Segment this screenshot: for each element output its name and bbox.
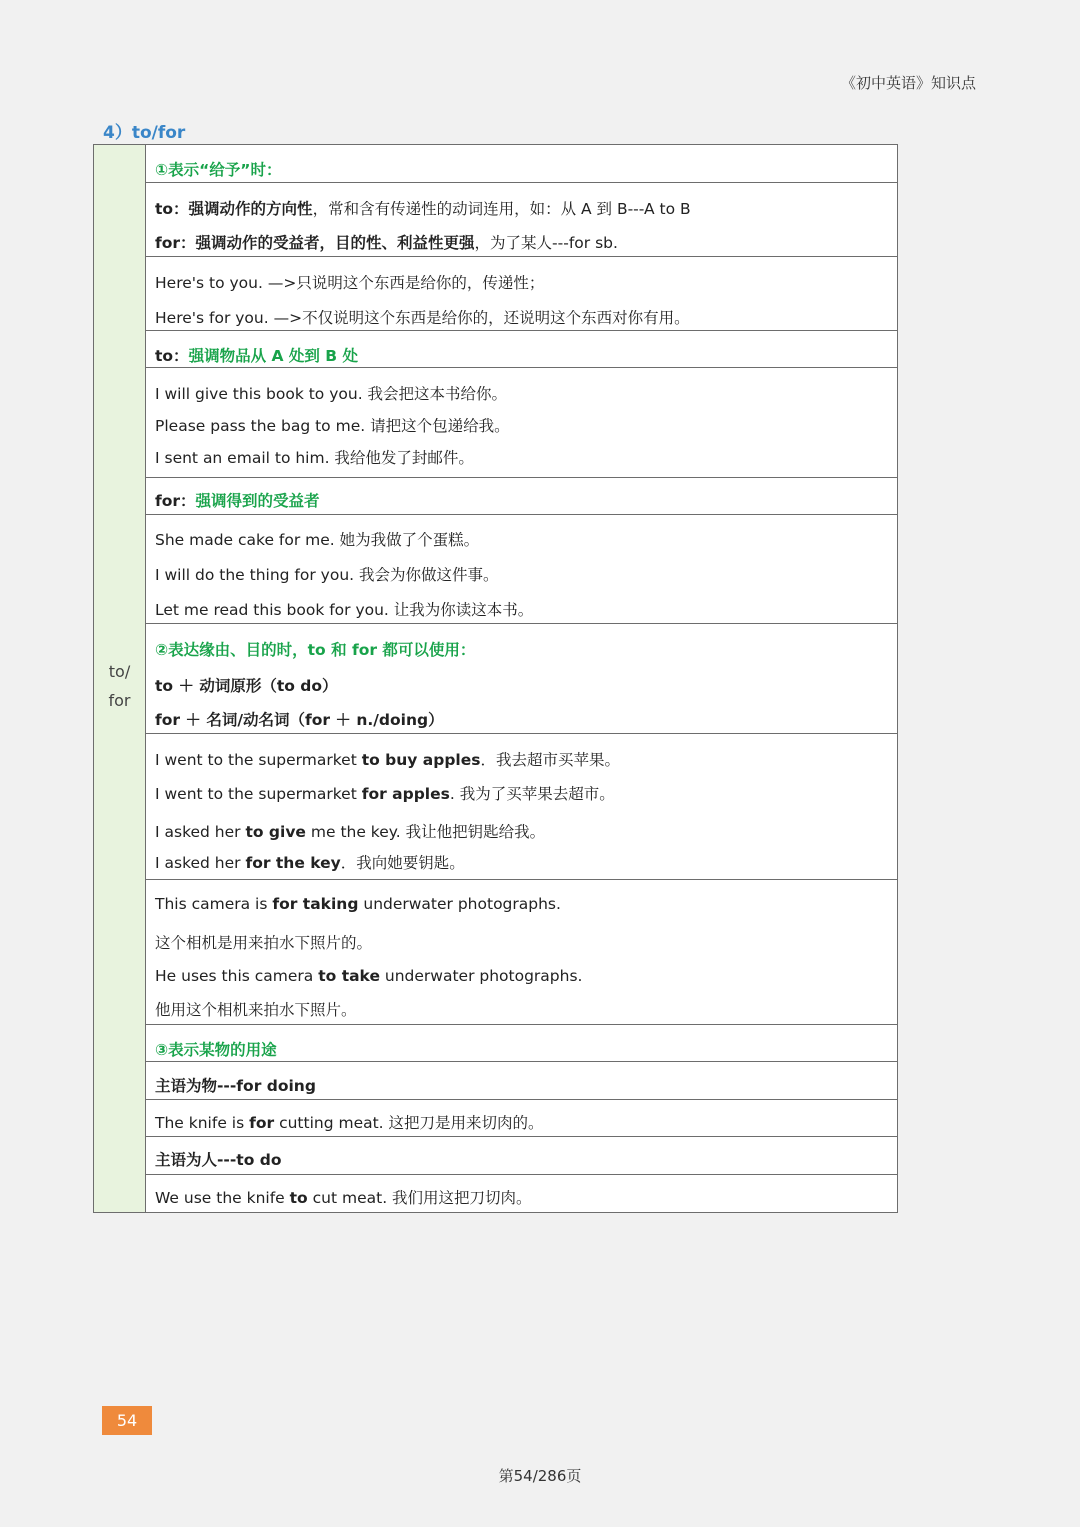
left-topic-label-line1: to/	[108, 662, 131, 681]
table-row-thing-subject-rule	[146, 1062, 897, 1100]
example-emphasis: for the key	[245, 854, 341, 872]
to-definition-rest: ，常和含有传递性的动词连用，如：从 A 到 B---A to B	[312, 200, 691, 218]
example-emphasis: for apples	[361, 785, 450, 803]
for-subheading	[155, 489, 320, 511]
example-emphasis: to take	[318, 967, 380, 985]
table-row-to-examples	[146, 368, 897, 478]
to-definition-bold: to：强调动作的方向性	[155, 200, 313, 218]
example-line	[155, 851, 465, 873]
example-text: underwater photographs.	[379, 967, 583, 985]
example-line	[155, 1186, 532, 1208]
example-text: This camera is	[155, 895, 273, 913]
table-row-to-subheading	[146, 331, 897, 368]
to-subheading	[155, 344, 358, 366]
left-topic-label	[94, 657, 145, 715]
example-line	[155, 782, 615, 804]
table-row-person-subject-rule	[146, 1137, 897, 1175]
table-row-purpose-heading	[146, 624, 897, 734]
table-row-purpose-examples	[146, 734, 897, 880]
example-line	[155, 895, 561, 913]
example-emphasis: to give	[245, 823, 306, 841]
example-emphasis: to	[289, 1189, 308, 1207]
for-definition-line	[155, 231, 618, 253]
example-emphasis: for	[249, 1114, 275, 1132]
example-text: We use the knife	[155, 1189, 290, 1207]
example-text: I asked her	[155, 823, 246, 841]
table-row-for-subheading	[146, 478, 897, 515]
usage-heading: ③表示某物的用途	[155, 1041, 277, 1059]
example-translation: 他用这个相机来拍水下照片。	[155, 1001, 357, 1019]
example-text: cutting meat. 这把刀是用来切肉的。	[274, 1114, 544, 1132]
purpose-heading: ②表达缘由、目的时，to 和 for 都可以使用：	[155, 641, 476, 659]
example-text: The knife is	[155, 1114, 250, 1132]
table-rows	[146, 145, 897, 1212]
example-line: Let me read this book for you. 让我为你读这本书。	[155, 601, 534, 619]
table-row-to-for-definition	[146, 183, 897, 257]
document-header-title: 《初中英语》知识点	[840, 74, 976, 92]
example-line	[155, 820, 545, 842]
example-line	[155, 1111, 544, 1133]
example-line: I will do the thing for you. 我会为你做这件事。	[155, 566, 499, 584]
example-text: I went to the supermarket	[155, 785, 362, 803]
to-definition-line	[155, 197, 691, 219]
table-row-for-examples	[146, 515, 897, 624]
giving-heading: ①表示“给予”时：	[155, 161, 282, 179]
example-line: Here's to you. —>只说明这个东西是给你的，传递性；	[155, 274, 545, 292]
example-line: Please pass the bag to me. 请把这个包递给我。	[155, 417, 510, 435]
page-indicator: 第54/286页	[498, 1467, 582, 1485]
example-text: me the key. 我让他把钥匙给我。	[305, 823, 546, 841]
example-emphasis: to buy apples	[361, 751, 481, 769]
example-line: She made cake for me. 她为我做了个蛋糕。	[155, 531, 480, 549]
example-line	[155, 748, 620, 770]
person-subject-rule: 主语为人---to do	[155, 1151, 282, 1169]
example-text: I went to the supermarket	[155, 751, 362, 769]
for-subheading-label: for：	[155, 492, 196, 510]
example-text: ．我去超市买苹果。	[480, 751, 621, 769]
example-text: ．我向她要钥匙。	[340, 854, 465, 872]
to-subheading-text: 强调物品从 A 处到 B 处	[188, 347, 358, 365]
example-text: cut meat. 我们用这把刀切肉。	[307, 1189, 532, 1207]
example-text: I asked her	[155, 854, 246, 872]
table-row-usage-heading	[146, 1025, 897, 1062]
section-heading: 4）to/for	[103, 123, 186, 143]
for-subheading-text: 强调得到的受益者	[195, 492, 320, 510]
example-text: He uses this camera	[155, 967, 319, 985]
grammar-table	[93, 144, 898, 1213]
table-row-giving-heading	[146, 145, 897, 183]
table-row-knife-for-example	[146, 1100, 897, 1137]
example-line: I sent an email to him. 我给他发了封邮件。	[155, 449, 474, 467]
to-subheading-label: to：	[155, 347, 189, 365]
table-row-heres-examples	[146, 257, 897, 331]
example-translation: 这个相机是用来拍水下照片的。	[155, 934, 373, 952]
example-emphasis: for taking	[272, 895, 359, 913]
for-definition-bold: for：强调动作的受益者，目的性、利益性更强	[155, 234, 475, 252]
table-row-knife-to-example	[146, 1175, 897, 1212]
page-number-badge: 54	[102, 1406, 152, 1435]
to-do-rule: to ＋ 动词原形（to do）	[155, 677, 338, 695]
example-line: Here's for you. —>不仅说明这个东西是给你的，还说明这个东西对你有用。	[155, 309, 690, 327]
for-definition-rest: ，为了某人---for sb.	[474, 234, 618, 252]
left-topic-cell	[94, 145, 146, 1212]
for-doing-rule: for ＋ 名词/动名词（for ＋ n./doing）	[155, 711, 444, 729]
left-topic-label-line2: for	[108, 691, 131, 710]
thing-subject-rule: 主语为物---for doing	[155, 1077, 316, 1095]
example-line: I will give this book to you. 我会把这本书给你。	[155, 385, 508, 403]
example-line	[155, 967, 582, 985]
example-text: . 我为了买苹果去超市。	[449, 785, 615, 803]
table-row-camera-examples	[146, 880, 897, 1025]
example-text: underwater photographs.	[358, 895, 561, 913]
